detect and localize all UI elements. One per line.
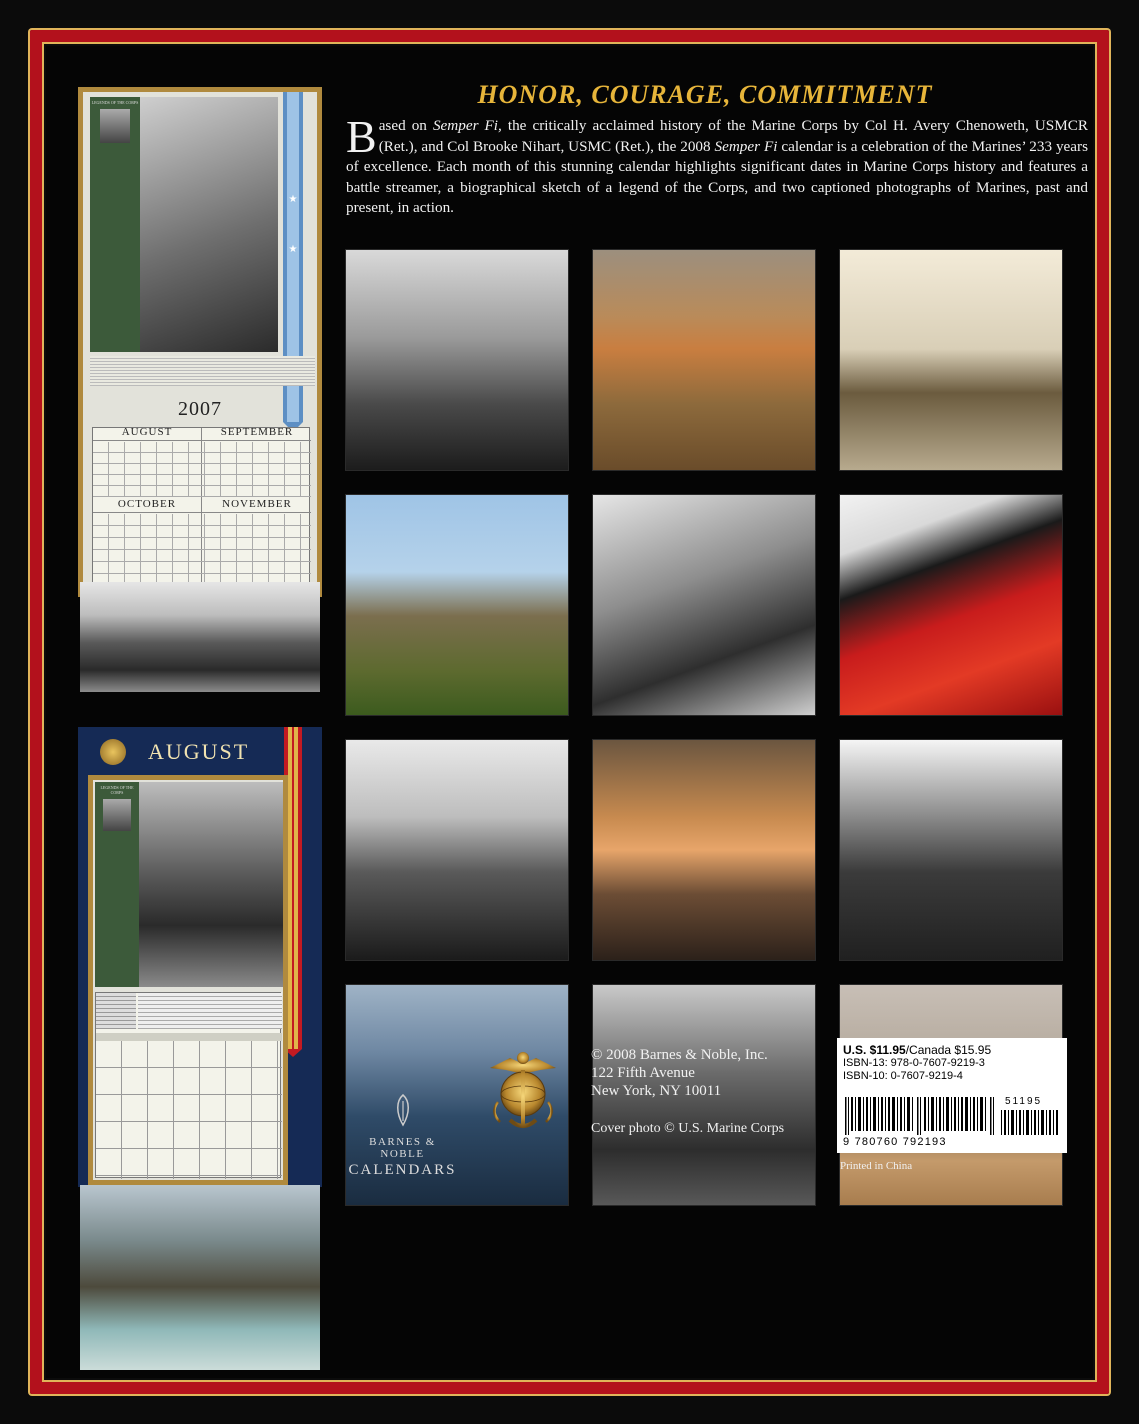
barcode-number: 9 780760 792193	[843, 1136, 947, 1148]
photo-desert-riflemen	[592, 249, 816, 471]
photo-dress-blues-bandsman	[839, 494, 1063, 716]
photo-civil-war-formation	[345, 249, 569, 471]
sample-page-august	[78, 727, 322, 1187]
sample-page-2007	[78, 87, 322, 597]
calendar-month: OCTOBER	[117, 498, 177, 510]
ega-emblem-small	[100, 739, 126, 765]
sample-page-photo	[139, 782, 283, 987]
drop-cap: B	[346, 111, 377, 162]
calendar-grid	[95, 992, 281, 1178]
svg-text:★: ★	[288, 194, 298, 205]
tank-photo	[80, 582, 320, 692]
barcode-addon-number: 51195	[1005, 1096, 1043, 1107]
legend-header: LEGENDS OF THE CORPS	[100, 785, 134, 795]
price-canada: /Canada $15.95	[905, 1043, 992, 1057]
legend-portrait	[103, 799, 131, 831]
calendar-month: SEPTEMBER	[220, 426, 294, 438]
headline: HONOR, COURAGE, COMMITMENT	[477, 80, 933, 109]
sample-page-legend-sidebar	[95, 782, 139, 987]
photo-machine-gun-crew	[592, 494, 816, 716]
copyright-line: © 2008 Barnes & Noble, Inc.	[591, 1047, 768, 1063]
body-text-part: ased on	[378, 117, 433, 134]
barcode-box	[837, 1038, 1067, 1153]
photo-jet-cockpit-sunset	[592, 739, 816, 961]
eagle-globe-anchor-icon	[480, 1040, 566, 1132]
calendar-grid	[92, 427, 310, 587]
printed-in: Printed in China	[840, 1160, 913, 1172]
sample-page-legend-sidebar	[90, 97, 140, 352]
publisher-division: CALENDARS	[348, 1162, 457, 1178]
body-text-part: calendar is a celebration of the Marines’ 233 years of excellence. Each month of this stunning calendar highlights significant dates in Marine Corps history and features a battle streamer, a biographical sketch of a legend of the Corps, and two captioned photographs of Marines, past and present, in action.	[346, 137, 1088, 216]
barcode-addon-bars	[1001, 1110, 1059, 1135]
publisher-name: BARNES & NOBLE	[369, 1136, 436, 1160]
sample-page-photo	[138, 97, 278, 352]
august-page-inner	[88, 775, 288, 1185]
calendar-month: AUGUST	[121, 426, 173, 438]
price	[843, 1043, 1061, 1057]
calendar-year: 2007	[178, 398, 222, 420]
description-paragraph	[346, 111, 1088, 219]
month-title: AUGUST	[148, 739, 250, 764]
copyright-block	[591, 1046, 768, 1100]
photo-marines-in-field	[345, 494, 569, 716]
publisher-mark-icon	[388, 1093, 418, 1127]
price-us: U.S. $11.95	[843, 1043, 906, 1057]
body-text-italic: Semper Fi,	[432, 117, 502, 134]
cover-photo-credit: Cover photo © U.S. Marine Corps	[591, 1121, 785, 1136]
isbn-10: ISBN-10: 0-7607-9219-4	[843, 1070, 963, 1082]
publisher-logo	[345, 1093, 460, 1179]
calendar-month: NOVEMBER	[222, 498, 292, 510]
photo-iwo-jima-flag-raising	[345, 739, 569, 961]
legend-portrait	[100, 109, 130, 143]
address-line: 122 Fifth Avenue	[591, 1065, 695, 1081]
photo-aircraft-carrier-crew	[839, 739, 1063, 961]
legend-header: LEGENDS OF THE CORPS	[91, 100, 139, 105]
body-text-part: the critically acclaimed history of the Marine Corps by Col H. Avery Chenoweth, USMCR (Ret.), and Col Brooke Nihart, USMC (Ret.), the 2008	[378, 117, 1088, 155]
body-text-italic: Semper Fi	[714, 137, 778, 155]
beach-landing-photo	[80, 1185, 320, 1370]
address-line: New York, NY 10011	[591, 1083, 722, 1099]
barcode-bars	[845, 1097, 995, 1135]
sample-page-caption-strip	[90, 356, 315, 386]
isbn-13: ISBN-13: 978-0-7607-9219-3	[843, 1057, 985, 1069]
svg-text:★: ★	[288, 244, 298, 255]
photo-tent-camp-formation	[839, 249, 1063, 471]
